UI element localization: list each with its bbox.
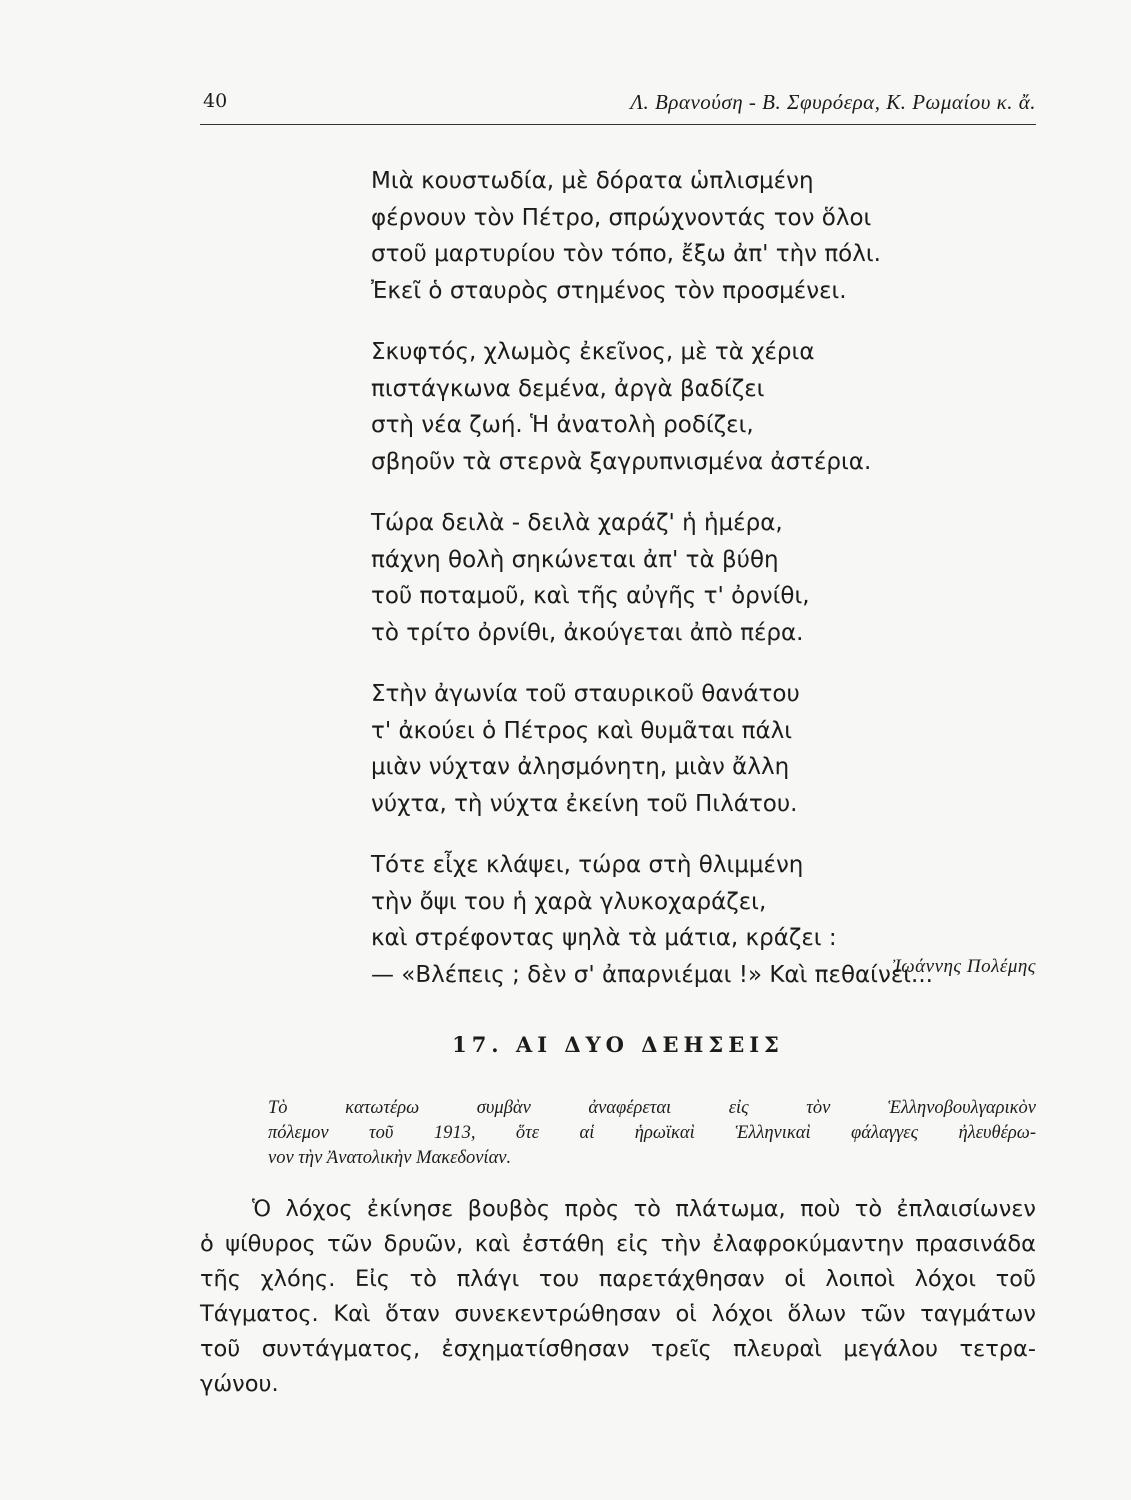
section-intro [268,1096,1036,1171]
poem [371,163,1001,1018]
intro-line: Τὸ κατωτέρω συμβὰν ἀναφέρεται εἰς τὸν Ἑλληνοβουλγαρικὸν [268,1098,1036,1118]
body-line: ὁ ψίθυρος τῶν δρυῶν, καὶ ἐστάθη εἰς τὴν ἐλαφροκύμαντην πρασινάδα [200,1231,1036,1257]
poem-line: — «Βλέπεις ; δὲν σ' ἀπαρνιέμαι !» Καὶ πεθαίνει... [371,961,933,988]
poem-author: Ἰωάννης Πολέμης [892,956,1036,977]
poem-line: νύχτα, τὴ νύχτα ἐκείνη τοῦ Πιλάτου. [371,790,798,817]
poem-line: Τότε εἶχε κλάψει, τώρα στὴ θλιμμένη [371,852,804,878]
poem-line: πάχνη θολὴ σηκώνεται ἀπ' τὰ βύθη [371,546,779,573]
poem-stanza [371,163,1001,309]
running-head: Λ. Βρανούση - Β. Σφυρόερα, Κ. Ρωμαίου κ. ἄ. [630,90,1036,114]
poem-line: Ἐκεῖ ὁ σταυρὸς στημένος τὸν προσμένει. [371,277,847,304]
section-title: 17. ΑΙ ΔΥΟ ΔΕΗΣΕΙΣ [452,1032,784,1057]
poem-line: τ' ἀκούει ὁ Πέτρος καὶ θυμᾶται πάλι [371,717,793,744]
body-line: τῆς χλόης. Εἰς τὸ πλάγι του παρετάχθησαν οἱ λοιποὶ λόχοι τοῦ [200,1266,1036,1292]
body-line: Τάγματος. Καὶ ὅταν συνεκεντρώθησαν οἱ λόχοι ὅλων τῶν ταγμάτων [200,1301,1036,1327]
poem-line: σβηοῦν τὰ στερνὰ ξαγρυπνισμένα ἀστέρια. [371,448,872,475]
poem-line: τὸ τρίτο ὀρνίθι, ἀκούγεται ἀπὸ πέρα. [371,619,804,646]
poem-line: Τώρα δειλὰ - δειλὰ χαράζ' ἡ ἡμέρα, [371,510,783,536]
poem-line: τὴν ὄψι του ἡ χαρὰ γλυκοχαράζει, [371,888,767,915]
poem-line: μιὰν νύχταν ἀλησμόνητη, μιὰν ἄλλη [371,754,790,780]
poem-line: πιστάγκωνα δεμένα, ἀργὰ βαδίζει [371,375,765,402]
body-line: τοῦ συντάγματος, ἐσχηματίσθησαν τρεῖς πλευραὶ μεγάλου τετρα- [200,1336,1036,1362]
poem-line: τοῦ ποταμοῦ, καὶ τῆς αὐγῆς τ' ὀρνίθι, [371,583,810,609]
poem-stanza [371,334,1001,480]
intro-line: πόλεμον τοῦ 1913, ὅτε αἱ ἡρωϊκαὶ Ἑλληνικαὶ φάλαγγες ἠλευθέρω- [268,1123,1036,1143]
page-header [200,90,1036,125]
poem-stanza [371,505,1001,651]
poem-line: καὶ στρέφοντας ψηλὰ τὰ μάτια, κράζει : [371,925,837,951]
poem-line: Σκυφτός, χλωμὸς ἐκεῖνος, μὲ τὰ χέρια [371,339,815,365]
poem-line: στὴ νέα ζωή. Ἡ ἀνατολὴ ροδίζει, [371,412,754,438]
poem-line: Μιὰ κουστωδία, μὲ δόρατα ὡπλισμένη [371,168,814,194]
body-line: γώνου. [200,1371,279,1397]
body-paragraph [200,1192,1036,1402]
intro-line: νον τὴν Ἀνατολικὴν Μακεδονίαν. [268,1148,512,1168]
poem-line: Στὴν ἀγωνία τοῦ σταυρικοῦ θανάτου [371,681,800,707]
poem-line: φέρνουν τὸν Πέτρο, σπρώχνοντάς τον ὅλοι [371,204,872,231]
poem-line: στοῦ μαρτυρίου τὸν τόπο, ἔξω ἀπ' τὴν πόλι. [371,241,881,267]
body-line: Ὁ λόχος ἐκίνησε βουβὸς πρὸς τὸ πλάτωμα, ποὺ τὸ ἐπλαισίωνεν [252,1196,1036,1222]
poem-stanza [371,676,1001,822]
page-number: 40 [203,90,228,112]
